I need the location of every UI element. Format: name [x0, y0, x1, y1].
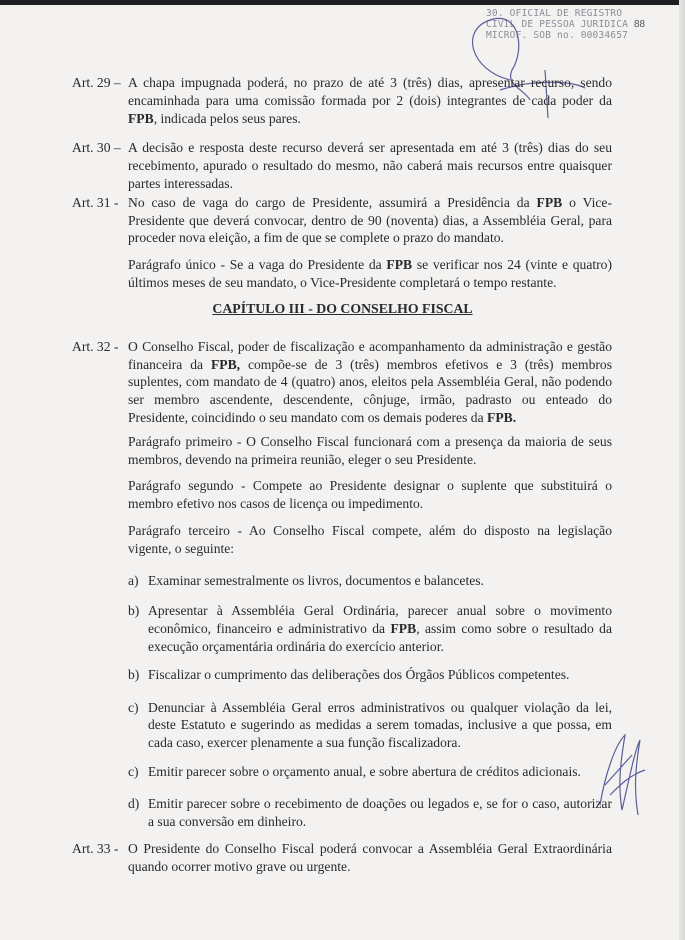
stamp-line: CIVIL DE PESSOA JURIDICA: [486, 19, 629, 30]
paragraph-text: [128, 256, 612, 292]
text-run: No caso de vaga do cargo de Presidente, assumirá a Presidência da: [128, 194, 537, 210]
list-marker: c): [128, 763, 139, 779]
list-item-text: [148, 666, 612, 684]
text-run: Denunciar à Assembléia Geral erros administrativos ou qualquer violação da lei, deste Estatuto e sugerindo as medidas a serem tomadas, inclusive a que possa, em cada caso, exercer plenamente a sua função fiscalizadora.: [148, 699, 612, 751]
bold-text: FPB: [386, 257, 413, 273]
text-run: O Presidente do Conselho Fiscal poderá convocar a Assembléia Geral Extraordinária quando ocorrer motivo grave ou urgente.: [128, 841, 612, 875]
paragraph-text: [128, 433, 612, 469]
paragrafo-unico: [72, 256, 612, 292]
stamp-line: 30. OFICIAL DE REGISTRO: [486, 8, 623, 19]
paragraph-text: [128, 522, 612, 558]
text-run: Fiscalizar o cumprimento das deliberações dos Órgãos Públicos competentes.: [148, 666, 570, 682]
text-run: Emitir parecer sobre o recebimento de doações ou legados e, se for o caso, autorizar a sua conversão em dinheiro.: [148, 795, 612, 829]
list-item: [72, 763, 612, 781]
list-item-text: [148, 763, 612, 781]
text-run: Parágrafo segundo - Compete ao Presidente designar o suplente que substituirá o membro efetivo nos casos de licença ou impedimento.: [128, 478, 612, 512]
article-33: [72, 840, 612, 876]
article-label: Art. 29 –: [72, 75, 121, 90]
paragrafo-primeiro: [72, 433, 612, 469]
scan-top-edge: [0, 0, 685, 5]
list-item-text: [148, 699, 612, 752]
text-run: A decisão e resposta deste recurso deverá ser apresentada em até 3 (três) dias do seu recebimento, apurado o resultado do mesmo, não caberá mais recursos entre quaisquer partes interessadas.: [128, 140, 612, 191]
paragrafo-segundo: [72, 477, 612, 513]
text-run: Parágrafo primeiro - O Conselho Fiscal funcionará com a presença da maioria de seus membros, devendo na primeira reunião, eleger o seu Presidente.: [128, 433, 612, 467]
list-item: [72, 602, 612, 655]
article-32: [72, 338, 612, 427]
list-marker: d): [128, 795, 140, 811]
text-run: se verificar nos 24 (vinte e quatro) últimos meses de seu mandato, o Vice-Presidente completará o tempo restante.: [128, 257, 612, 290]
stamp-line: MICROF. SOB no. 00034657: [486, 30, 629, 41]
text-run: O Conselho Fiscal, poder de fiscalização e acompanhamento da administração e gestão financeira da: [128, 338, 612, 372]
page-number: 88: [634, 19, 646, 30]
text-run: , assim como sobre o resultado da execução orçamentária ordinária do exercício anterior.: [148, 621, 612, 654]
list-marker: b): [128, 603, 140, 619]
chapter-title: CAPÍTULO III - DO CONSELHO FISCAL: [212, 300, 473, 316]
text-run: Parágrafo terceiro - Ao Conselho Fiscal compete, além do disposto na legislação vigente, o seguinte:: [128, 522, 612, 556]
list-item: [72, 572, 612, 590]
text-run: Apresentar à Assembléia Geral Ordinária, parecer anual sobre o movimento econômico, financeiro e administrativo da: [148, 603, 612, 637]
text-run: Examinar semestralmente os livros, documentos e balancetes.: [148, 572, 484, 588]
document-body: [72, 74, 612, 876]
article-text: [128, 74, 612, 127]
article-label: Art. 33 -: [72, 841, 119, 857]
list-marker: c): [128, 699, 139, 715]
text-run: o Vice-Presidente que deverá convocar, dentro de 90 (noventa) dias, a Assembléia Geral, para proceder nova eleição, a fim de que se complete o prazo do mandato.: [128, 194, 612, 246]
article-29: [72, 74, 612, 127]
text-run: Parágrafo único - Se a vaga do Presidente da: [128, 257, 387, 273]
list-marker: a): [128, 572, 139, 588]
article-text: [128, 338, 612, 427]
bold-text: FPB.: [487, 409, 517, 425]
list-item-text: [148, 572, 612, 590]
text-run: , indicada pelos seus pares.: [153, 110, 301, 126]
text-run: Emitir parecer sobre o orçamento anual, e sobre abertura de créditos adicionais.: [148, 763, 581, 779]
list-marker: b): [128, 666, 140, 682]
bold-text: FPB: [128, 110, 154, 126]
article-31: [72, 194, 612, 247]
scan-right-edge: [679, 0, 685, 940]
paragrafo-terceiro: [72, 522, 612, 558]
article-label: Art. 32 -: [72, 338, 119, 354]
paragraph-text: [128, 477, 612, 513]
article-text: [128, 139, 612, 192]
list-item: [72, 699, 612, 752]
list-item: [72, 666, 612, 684]
article-label: Art. 31 -: [72, 194, 119, 210]
article-label: Art. 30 –: [72, 140, 121, 156]
bold-text: FPB,: [210, 356, 241, 372]
list-item-text: [148, 795, 612, 831]
article-text: [128, 194, 612, 247]
article-text: [128, 840, 612, 876]
bold-text: FPB: [390, 621, 417, 637]
article-30: [72, 139, 612, 192]
text-run: A chapa impugnada poderá, no prazo de até 3 (três) dias, apresentar recurso, sendo encaminhada para uma comissão formada por 2 (dois) integrantes de cada poder da: [128, 75, 612, 108]
list-item-text: [148, 602, 612, 655]
text-run: compõe-se de 3 (três) membros efetivos e 3 (três) membros suplentes, com mandato de 4 (quatro) anos, eleitos pela Assembléia Geral, não podendo ser membro ascendente, descendente, cônjuge, irmão, padrasto ou enteado do Presidente, coincidindo o seu mandato com os demais poderes da: [128, 356, 613, 425]
bold-text: FPB: [536, 194, 563, 210]
list-item: [72, 795, 612, 831]
